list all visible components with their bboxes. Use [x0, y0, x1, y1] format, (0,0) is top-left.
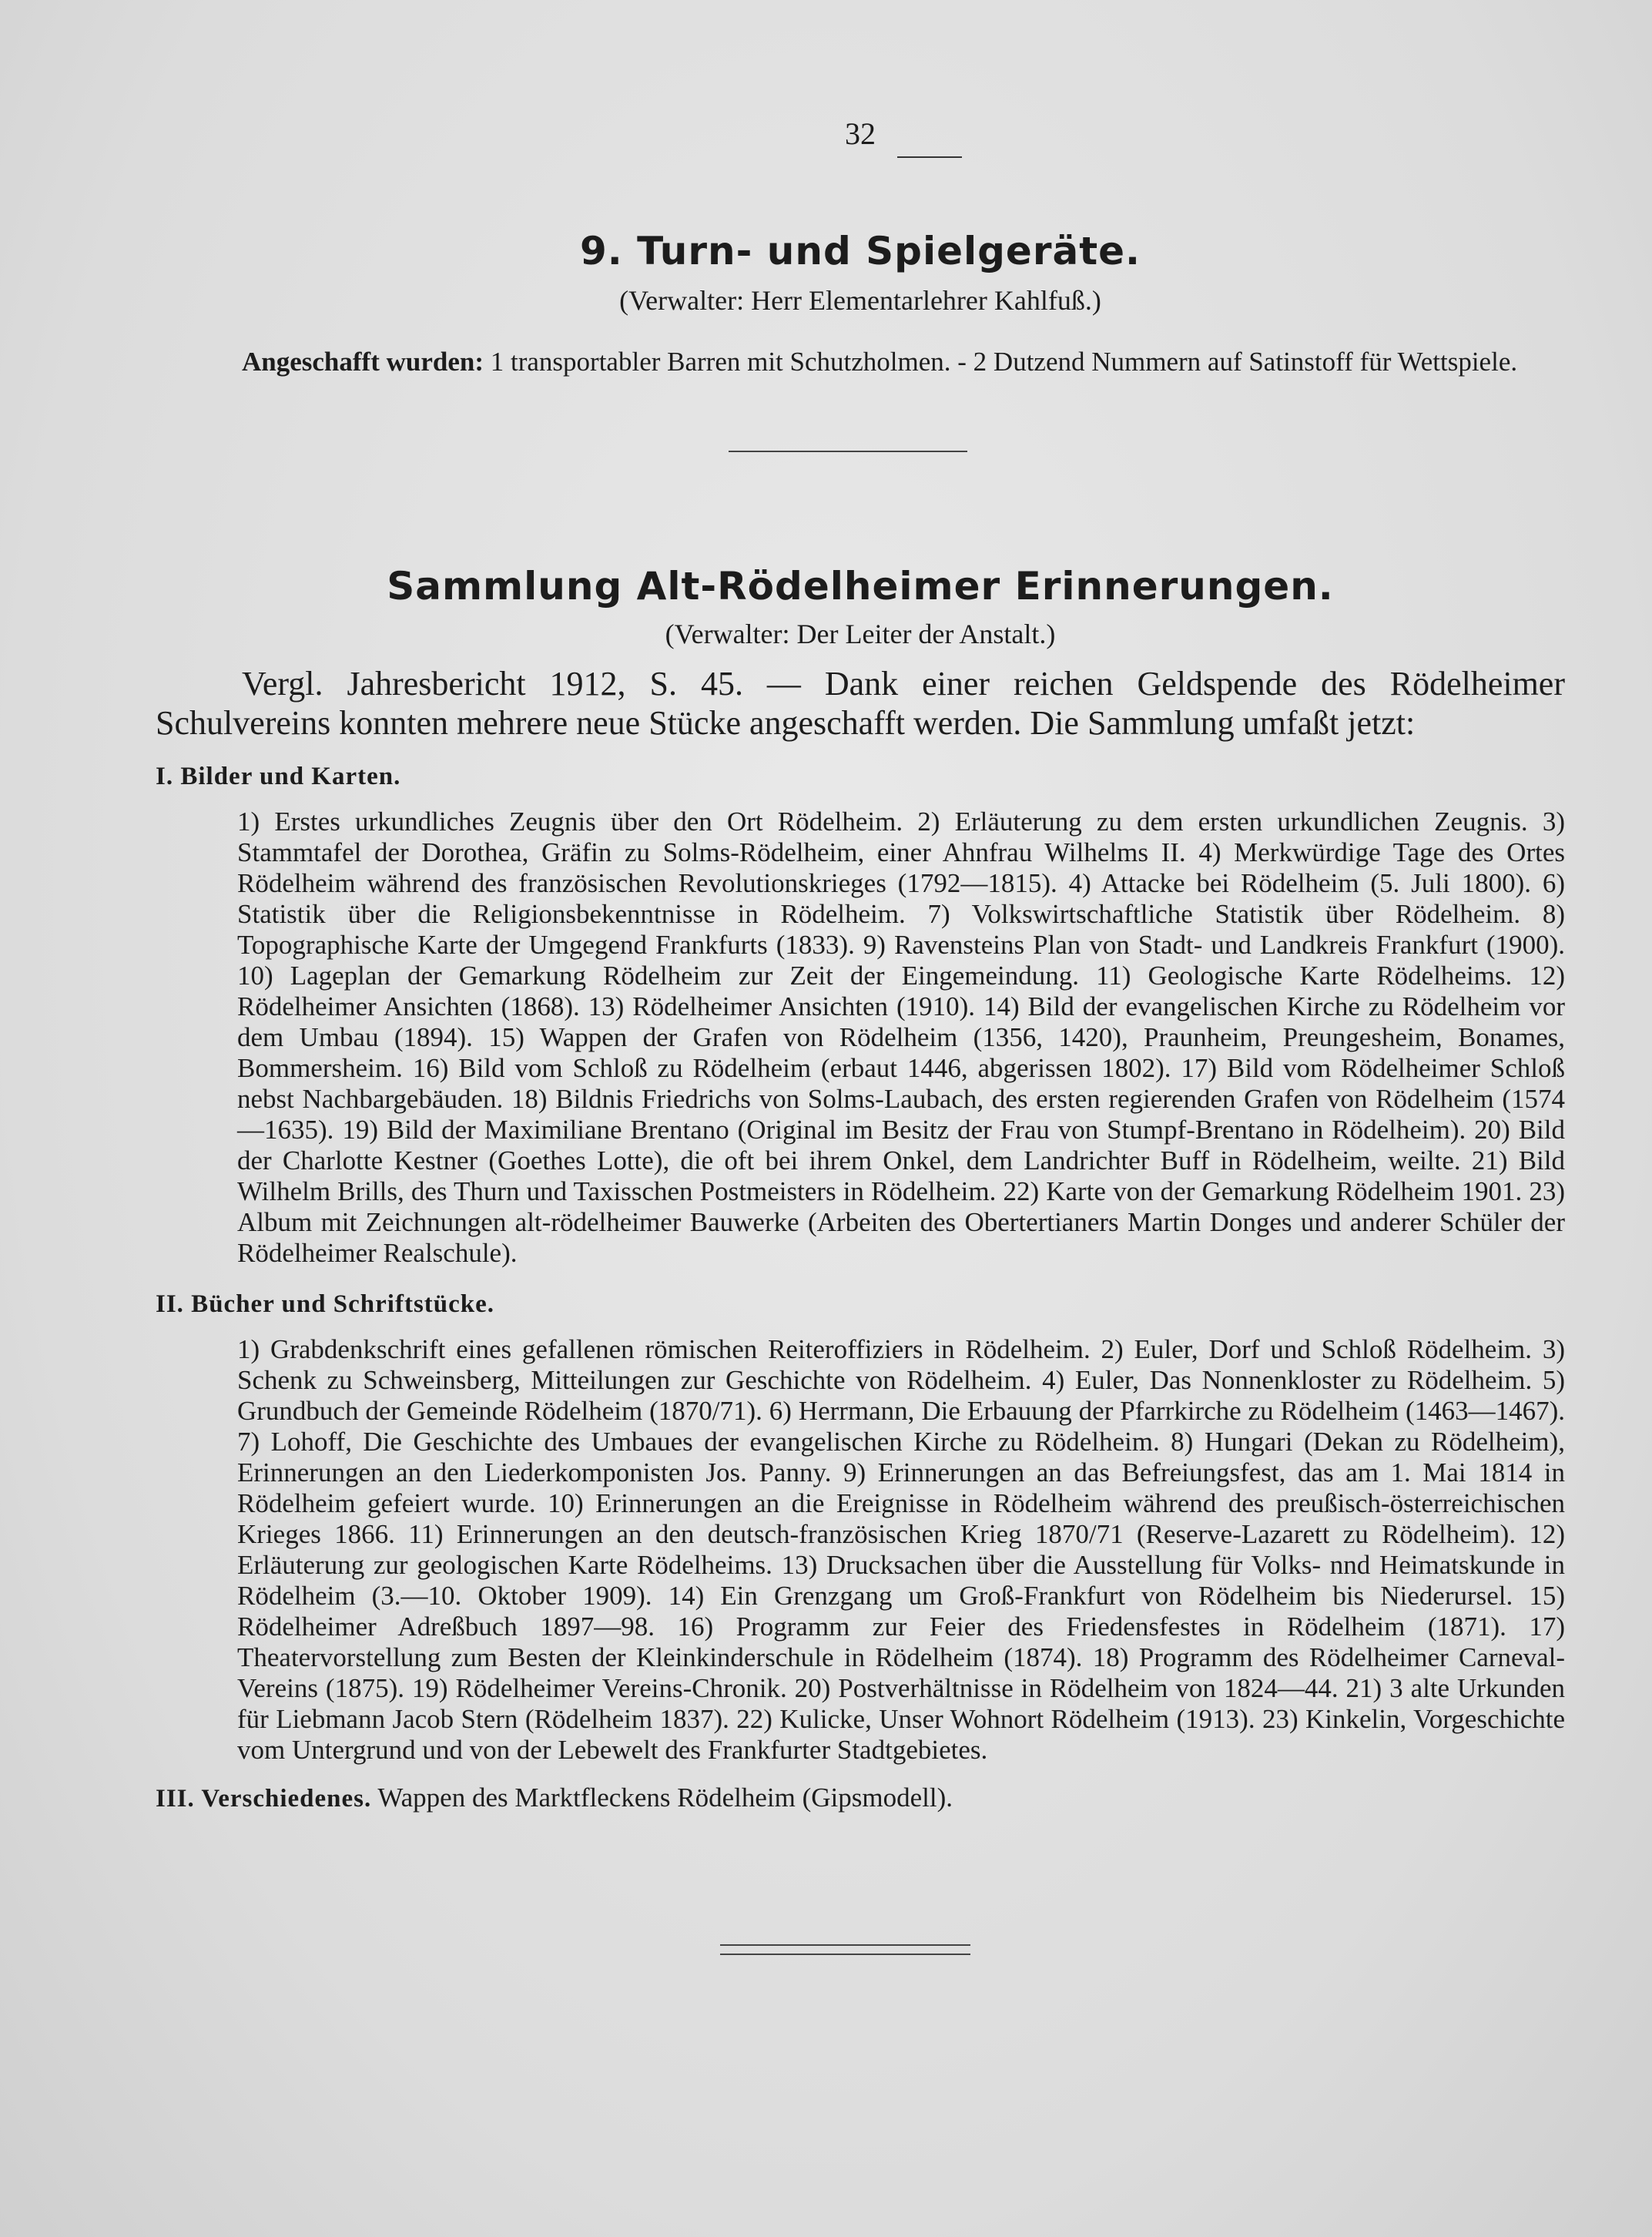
verschiedenes-text: Wappen des Marktfleckens Rödelheim (Gipsmodell). — [371, 1783, 953, 1813]
turngeraete-lead: Angeschafft wurden: — [242, 347, 484, 377]
section-subtitle-turngeraete: (Verwalter: Herr Elementarlehrer Kahlfuß.) — [619, 285, 1101, 316]
sammlung-intro: Vergl. Jahresbericht 1912, S. 45. — Dank einer reichen Geldspende des Rödelheimer Schulvereins konnten mehrere neue Stücke angeschafft werden. Die Sammlung umfaßt jetzt: — [156, 665, 1565, 742]
heading-bilder-karten: I. Bilder und Karten. — [156, 763, 401, 790]
page-number-rule — [897, 156, 962, 158]
verschiedenes-line — [156, 1783, 1565, 1813]
section-subtitle-sammlung: (Verwalter: Der Leiter der Anstalt.) — [665, 619, 1056, 649]
turngeraete-text: 1 transportabler Barren mit Schutzholmen. - 2 Dutzend Nummern auf Satinstoff für Wettspiele. — [484, 347, 1518, 377]
heading-buecher: II. Bücher und Schriftstücke. — [156, 1290, 495, 1318]
section-divider — [729, 451, 967, 452]
end-rule-bottom — [720, 1954, 970, 1955]
list-bilder-karten: 1) Erstes urkundliches Zeugnis über den Ort Rödelheim. 2) Erläuterung zu dem ersten urkundlichen Zeugnis. 3) Stammtafel der Dorothea, Gräfin zu Solms-Rödelheim, einer Ahnfrau Wilhelms II. 4) Merkwürdige Tage des Ortes Rödelheim während des französischen Revolutionskrieges (1792—1815). 4) Attacke bei Rödelheim (5. Juli 1800). 6) Statistik über die Religionsbekenntnisse in Rödelheim. 7) Volkswirtschaftliche Statistik über Rödelheim. 8) Topographische Karte der Umgegend Frankfurts (1833). 9) Ravensteins Plan von Stadt- und Landkreis Frankfurt (1900). 10) Lageplan der Gemarkung Rödelheim zur Zeit der Eingemeindung. 11) Geologische Karte Rödelheims. 12) Rödelheimer Ansichten (1868). 13) Rödelheimer Ansichten (1910). 14) Bild der evangelischen Kirche zu Rödelheim vor dem Umbau (1894). 15) Wappen der Grafen von Rödelheim (1356, 1420), Praunheim, Preungesheim, Bonames, Bommersheim. 16) Bild vom Schloß zu Rödelheim (erbaut 1446, abgerissen 1802). 17) Bild vom Rödelheimer Schloß nebst Nachbargebäuden. 18) Bildnis Friedrichs von Solms-Laubach, des ersten regierenden Grafen von Rödelheim (1574—1635). 19) Bild der Maximiliane Brentano (Original im Besitz der Frau von Stumpf-Brentano in Rödelheim). 20) Bild der Charlotte Kestner (Goethes Lotte), die oft bei ihrem Onkel, dem Landrichter Buff in Rödelheim, weilte. 21) Bild Wilhelm Brills, des Thurn und Taxisschen Postmeisters in Rödelheim. 22) Karte von der Gemarkung Rödelheim 1901. 23) Album mit Zeichnungen alt-rödelheimer Bauwerke (Arbeiten des Obertertianers Martin Donges und anderer Schüler der Rödelheimer Realschule). — [237, 807, 1565, 1268]
turngeraete-paragraph — [156, 346, 1565, 377]
list-buecher: 1) Grabdenkschrift eines gefallenen römischen Reiteroffiziers in Rödelheim. 2) Euler, Dorf und Schloß Rödelheim. 3) Schenk zu Schweinsberg, Mitteilungen zur Geschichte von Rödelheim. 4) Euler, Das Nonnenkloster zu Rödelheim. 5) Grundbuch der Gemeinde Rödelheim (1870/71). 6) Herrmann, Die Erbauung der Pfarrkirche zu Rödelheim (1463—1467). 7) Lohoff, Die Geschichte des Umbaues der evangelischen Kirche zu Rödelheim. 8) Hungari (Dekan zu Rödelheim), Erinnerungen an den Liederkomponisten Jos. Panny. 9) Erinnerungen an das Befreiungsfest, das am 1. Mai 1814 in Rödelheim gefeiert wurde. 10) Erinnerungen an die Ereignisse in Rödelheim während des preußisch-österreichischen Krieges 1866. 11) Erinnerungen an den deutsch-französischen Krieg 1870/71 (Reserve-Lazarett zu Rödelheim). 12) Erläuterung zur geologischen Karte Rödelheims. 13) Drucksachen über die Ausstellung für Volks- nnd Heimatskunde in Rödelheim (3.—10. Oktober 1909). 14) Ein Grenzgang um Groß-Frankfurt von Rödelheim bis Niederursel. 15) Rödelheimer Adreßbuch 1897—98. 16) Programm zur Feier des Friedensfestes in Rödelheim (1871). 17) Theatervorstellung zum Besten der Kleinkinderschule in Rödelheim (1874). 18) Programm des Rödelheimer Carneval-Vereins (1875). 19) Rödelheimer Vereins-Chronik. 20) Postverhältnisse in Rödelheim von 1824—44. 21) 3 alte Urkunden für Liebmann Jacob Stern (Rödelheim 1837). 22) Kulicke, Unser Wohnort Rödelheim (1913). 23) Kinkelin, Vorgeschichte vom Untergrund und von der Lebewelt des Frankfurter Stadtgebietes. — [237, 1334, 1565, 1765]
end-rule-top — [720, 1944, 970, 1946]
page-number: 32 — [845, 116, 876, 151]
section-title-turngeraete: 9. Turn- und Spielgeräte. — [579, 229, 1141, 273]
section-title-sammlung: Sammlung Alt-Rödelheimer Erinnerungen. — [387, 564, 1334, 609]
heading-verschiedenes: III. Verschiedenes. — [156, 1785, 372, 1813]
page-content — [156, 116, 1565, 1955]
